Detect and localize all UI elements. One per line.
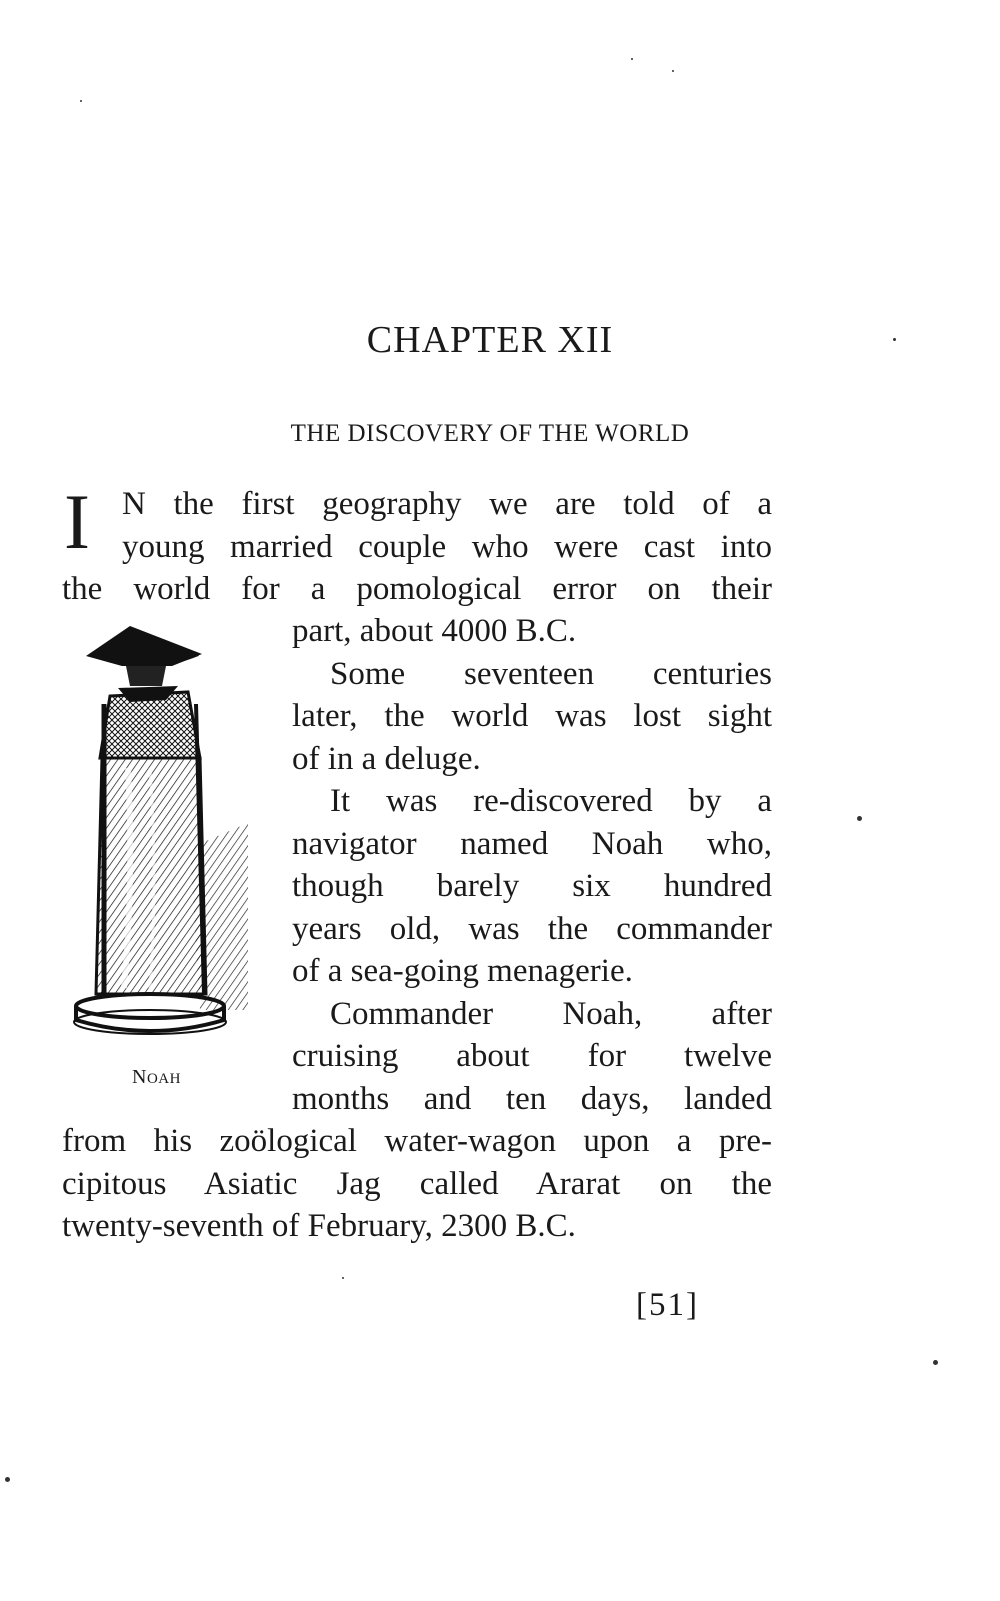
scan-speck <box>893 338 896 341</box>
scan-speck <box>342 1277 344 1279</box>
text-line: Some seventeen centuries <box>330 656 772 692</box>
scan-speck <box>672 70 674 72</box>
page-number: [51] <box>636 1287 699 1323</box>
text-line: N the first geography we are told of a <box>122 486 772 522</box>
scan-speck <box>80 100 82 102</box>
text-line: cruising about for twelve <box>292 1038 772 1074</box>
caption-rest: OAH <box>146 1071 181 1087</box>
scan-speck <box>631 58 633 60</box>
chapter-title: CHAPTER XII <box>366 319 614 361</box>
scan-speck <box>857 816 862 821</box>
text-line: years old, was the commander <box>292 911 772 947</box>
text-line: later, the world was lost sight <box>292 698 772 734</box>
caption-initial: N <box>132 1066 147 1088</box>
text-line: Commander Noah, after <box>330 996 772 1032</box>
scan-speck <box>933 1360 938 1365</box>
text-line: It was re-discovered by a <box>330 783 772 819</box>
text-line: from his zoölogical water-wagon upon a pre- <box>62 1123 772 1159</box>
text-line: the world for a pomological error on their <box>62 571 772 607</box>
text-line: of in a deluge. <box>292 741 481 777</box>
text-line: young married couple who were cast into <box>122 529 772 565</box>
noah-illustration <box>70 618 280 1048</box>
scan-speck <box>5 1477 10 1482</box>
illustration-caption <box>132 1066 181 1089</box>
text-line: of a sea-going menagerie. <box>292 953 633 989</box>
chapter-subtitle: THE DISCOVERY OF THE WORLD <box>290 420 690 447</box>
text-line: part, about 4000 B.C. <box>292 613 577 649</box>
text-line: navigator named Noah who, <box>292 826 772 862</box>
text-line: months and ten days, landed <box>292 1081 772 1117</box>
text-line: cipitous Asiatic Jag called Ararat on the <box>62 1166 772 1202</box>
text-line: though barely six hundred <box>292 868 772 904</box>
drop-cap: I <box>64 478 90 565</box>
text-line: twenty-seventh of February, 2300 B.C. <box>62 1208 576 1244</box>
